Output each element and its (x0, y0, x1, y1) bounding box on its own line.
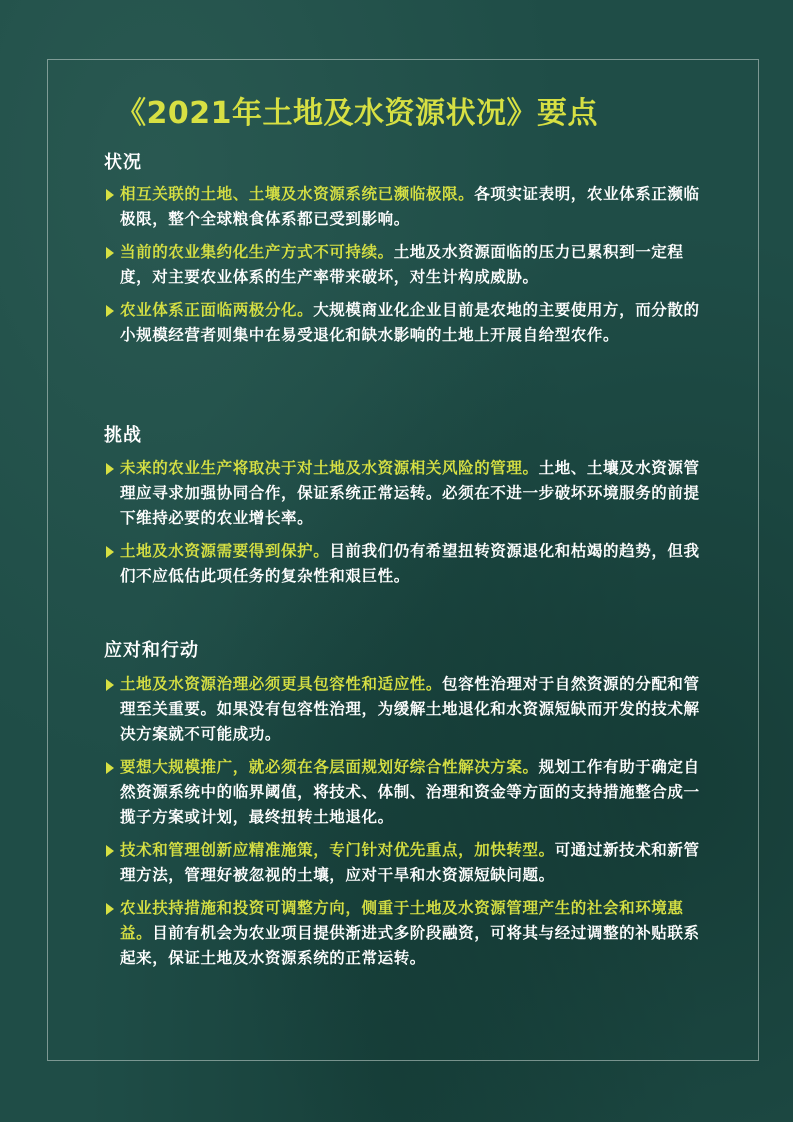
triangle-bullet-icon (106, 546, 114, 558)
item-highlight: 土地及水资源治理必须更具包容性和适应性。 (120, 675, 443, 693)
item-highlight: 技术和管理创新应精准施策，专门针对优先重点，加快转型。 (120, 841, 555, 859)
page-title: 《2021年土地及水资源状况》要点 (116, 96, 598, 131)
list-item (104, 182, 708, 232)
triangle-bullet-icon (106, 903, 114, 915)
list-item (104, 838, 708, 888)
section-heading-status: 状况 (104, 152, 142, 173)
triangle-bullet-icon (106, 679, 114, 691)
triangle-bullet-icon (106, 463, 114, 475)
item-text: 包容性治理对于自然资源的分配和管理至关重要。如果没有包容性治理，为缓解土地退化和水资源短缺而开发的技术解决方案就不可能成功。 (120, 675, 700, 743)
list-item (104, 456, 708, 531)
item-text: 土地、土壤及水资源管理应寻求加强协同合作，保证系统正常运转。必须在不进一步破坏环境服务的前提下维持必要的农业增长率。 (120, 459, 700, 527)
item-highlight: 相互关联的土地、土壤及水资源系统已濒临极限。 (120, 185, 475, 203)
triangle-bullet-icon (106, 305, 114, 317)
item-highlight: 农业体系正面临两极分化。 (120, 301, 314, 319)
list-item (104, 755, 708, 830)
triangle-bullet-icon (106, 845, 114, 857)
item-highlight: 未来的农业生产将取决于对土地及水资源相关风险的管理。 (120, 459, 539, 477)
item-text: 可通过新技术和新管理方法，管理好被忽视的土壤，应对干旱和水资源短缺问题。 (120, 841, 700, 884)
list-item (104, 240, 708, 290)
item-text: 目前我们仍有希望扭转资源退化和枯竭的趋势，但我们不应低估此项任务的复杂性和艰巨性。 (120, 542, 700, 585)
item-text: 土地及水资源面临的压力已累积到一定程度，对主要农业体系的生产率带来破坏，对生计构成威胁。 (120, 243, 684, 286)
item-highlight: 土地及水资源需要得到保护。 (120, 542, 330, 560)
item-text: 规划工作有助于确定自然资源系统中的临界阈值，将技术、体制、治理和资金等方面的支持措施整合成一揽子方案或计划，最终扭转土地退化。 (120, 758, 700, 826)
item-text: 目前有机会为农业项目提供渐进式多阶段融资，可将其与经过调整的补贴联系起来，保证土地及水资源系统的正常运转。 (120, 924, 700, 967)
item-text: 各项实证表明，农业体系正濒临极限，整个全球粮食体系都已受到影响。 (120, 185, 700, 228)
list-item (104, 539, 708, 589)
section-heading-challenges: 挑战 (104, 425, 142, 446)
triangle-bullet-icon (106, 762, 114, 774)
list-item (104, 672, 708, 747)
item-highlight: 要想大规模推广，就必须在各层面规划好综合性解决方案。 (120, 758, 539, 776)
item-highlight: 农业扶持措施和投资可调整方向，侧重于土地及水资源管理产生的社会和环境惠益。 (120, 899, 684, 942)
list-item (104, 298, 708, 348)
triangle-bullet-icon (106, 247, 114, 259)
list-item (104, 896, 708, 971)
item-text: 大规模商业化企业目前是农地的主要使用方，而分散的小规模经营者则集中在易受退化和缺水影响的土地上开展自给型农作。 (120, 301, 700, 344)
triangle-bullet-icon (106, 189, 114, 201)
item-highlight: 当前的农业集约化生产方式不可持续。 (120, 243, 394, 261)
section-heading-responses: 应对和行动 (104, 640, 199, 661)
